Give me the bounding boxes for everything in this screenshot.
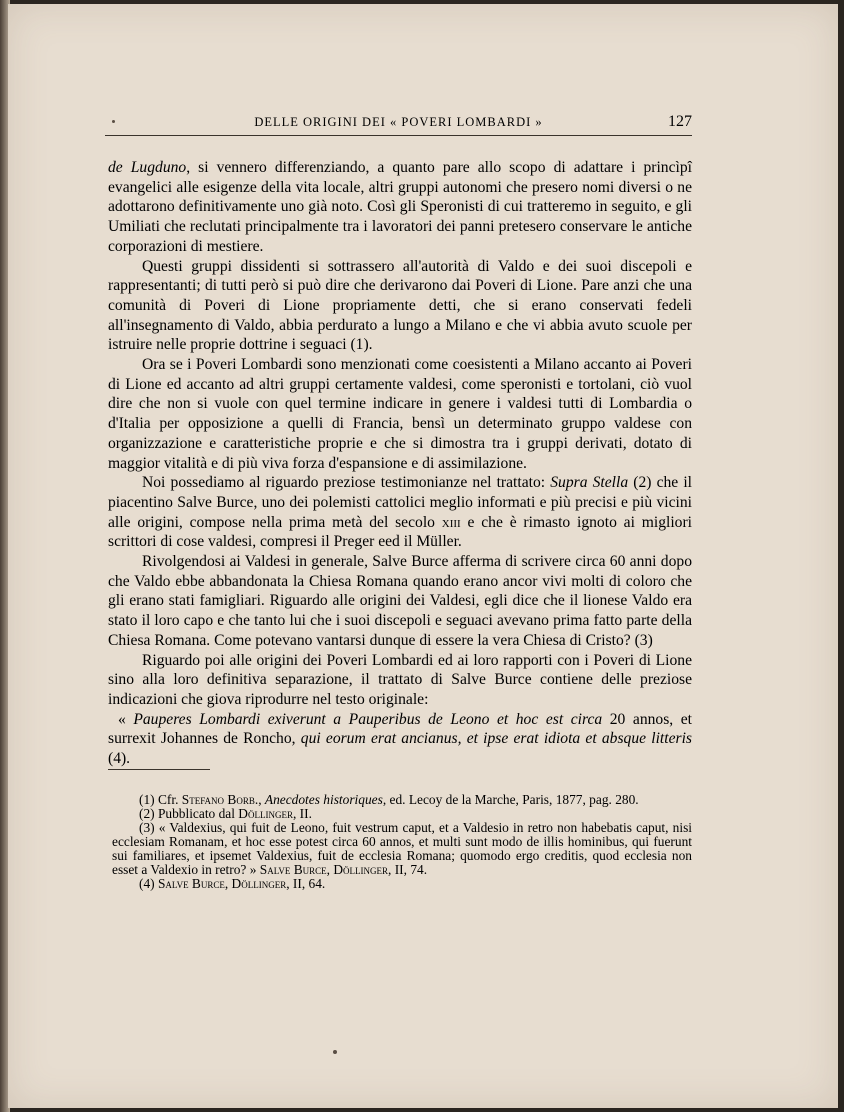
text-run: (4). bbox=[108, 750, 131, 768]
italic-text: qui eorum erat ancianus, et ipse erat idiota et absque litteris bbox=[300, 730, 692, 748]
text-run: 20 annos, et surrexit Johannes de Roncho, bbox=[108, 710, 692, 748]
text-run: , II, 64. bbox=[286, 876, 326, 891]
paragraph bbox=[108, 651, 692, 710]
text-run: Noi possediamo al riguardo preziose testimonianze nel trattato: bbox=[142, 474, 551, 492]
paper-spot bbox=[333, 1050, 337, 1054]
text-run: Riguardo poi alle origini dei Poveri Lombardi ed ai loro rapporti con i Poveri di Lione sino alla loro definitiva separazione, il trattato di Salve Burce contiene delle preziose indicazioni che giova riprodurre nel testo originale: bbox=[108, 651, 692, 708]
body-text bbox=[108, 158, 692, 769]
text-run: Questi gruppi dissidenti si sottrassero all'autorità di Valdo e dei suoi discepoli e rappresentanti; di tutti però si può dire che derivarono dai Poveri di Lione. Pare anzi che una comunità di Poveri di Lione propriamente detti, che si erano conservati fedeli all'insegnamento di Valdo, abbia perdurato a lungo a Milano e che vi abbia avuto scuole per istruire nelle proprie dottrine i seguaci (1). bbox=[108, 257, 692, 354]
text-run: (1) Cfr. bbox=[139, 792, 182, 807]
italic-text: Pauperes Lombardi exiverunt a Pauperibus de Leono et hoc est circa bbox=[133, 710, 603, 728]
text-run: (3) « Valdexius, qui fuit de Leono, fuit vestrum caput, et a Valdesio in retro non habebatis caput, nisi ecclesiam Romanam, et hoc esse potest circa 60 annos, et multi sunt modo de illis hominibus, qui fuerunt sui familiares, et ipsemet Valdexius, fuit de ecclesia Romana; quomodo ergo creditis, quod ecclesia non esset a Valdexio in retro? » bbox=[112, 820, 692, 877]
small-caps-text: Salve Burce, Döllinger bbox=[259, 862, 389, 877]
footnote bbox=[112, 793, 692, 807]
text-run: Rivolgendosi ai Valdesi in generale, Salve Burce afferma di scrivere circa 60 anni dopo che Valdo ebbe abbandonata la Chiesa Romana quando erano ancor vivi molti di coloro che gli erano stati famigliari. Riguardo alle origini dei Valdesi, egli dice che il lionese Valdo era stato il loro capo e che tanto lui che i suoi discepoli e seguaci avevano prima fatto parte della Chiesa Romana. Come potevano vantarsi dunque di essere la vera Chiesa di Cristo? (3) bbox=[108, 553, 692, 649]
footnote bbox=[112, 821, 692, 877]
page-number: 127 bbox=[668, 113, 692, 130]
italic-text: Anecdotes historiques bbox=[264, 792, 383, 807]
italic-text: Supra Stella bbox=[550, 474, 629, 492]
paragraph bbox=[108, 552, 692, 651]
paragraph bbox=[108, 355, 692, 473]
text-run: Ora se i Poveri Lombardi sono menzionati come coesistenti a Milano accanto ai Poveri di Lione ed accanto ad altri gruppi certamente valdesi, come speronisti e tortolani, ciò vuol dire che non si vuole con quel termine indicare in genere i valdesi tutti di Lombardia o d'Italia per opposizione a quelli di Francia, bensì un determinato gruppo valdese con organizzazione e caratteristiche proprie e che si dimostra tra i gruppi derivati, dotato di maggior vitalità e di più viva forza d'espansione e di assimilazione. bbox=[108, 356, 692, 472]
small-caps-text: Döllinger bbox=[238, 806, 293, 821]
text-run: , II. bbox=[292, 806, 312, 821]
footnote-separator bbox=[108, 769, 210, 770]
text-run: (4) bbox=[139, 876, 158, 891]
text-run: , bbox=[258, 792, 265, 807]
paragraph bbox=[108, 473, 692, 552]
small-caps-text: Stefano Borb. bbox=[181, 792, 259, 807]
text-run: (2) Pubblicato dal bbox=[139, 806, 239, 821]
text-run: e che è rimasto ignoto ai migliori scrittori di cose valdesi, compresi il Preger eed il Müller. bbox=[108, 513, 692, 551]
block-quote bbox=[108, 710, 692, 769]
paragraph bbox=[108, 158, 692, 257]
footnote bbox=[112, 877, 692, 891]
footnotes bbox=[112, 793, 692, 891]
italic-text: de Lugduno bbox=[108, 159, 187, 176]
small-caps-text: xiii bbox=[441, 513, 461, 531]
paragraph bbox=[108, 257, 692, 356]
small-caps-text: Salve Burce, Döllinger bbox=[157, 876, 287, 891]
text-run: (2) che il piacentino Salve Burce, uno dei polemisti cattolici meglio informati e più precisi e più vicini alle origini, compose nella prima metà del secolo bbox=[108, 474, 693, 531]
text-run: , II, 74. bbox=[388, 862, 428, 877]
text-run: , si vennero differenziando, a quanto pare allo scopo di adattare i princìpî evangelici alle esigenze della vita locale, altri gruppi autonomi che presero nomi diversi o ne adottarono definitivamente uno già noto. Così gli Speronisti di cui tratteremo in seguito, e gli Umiliati che reclutati principalmente tra i lavoratori dei panni pretesero conservare le antiche corporazioni di mestiere. bbox=[108, 159, 692, 255]
running-title: DELLE ORIGINI DEI « POVERI LOMBARDI » bbox=[254, 115, 543, 129]
text-run: , ed. Lecoy de la Marche, Paris, 1877, pag. 280. bbox=[382, 792, 639, 807]
footnote bbox=[112, 807, 692, 821]
running-header bbox=[105, 113, 692, 136]
text-run: « bbox=[118, 710, 134, 728]
